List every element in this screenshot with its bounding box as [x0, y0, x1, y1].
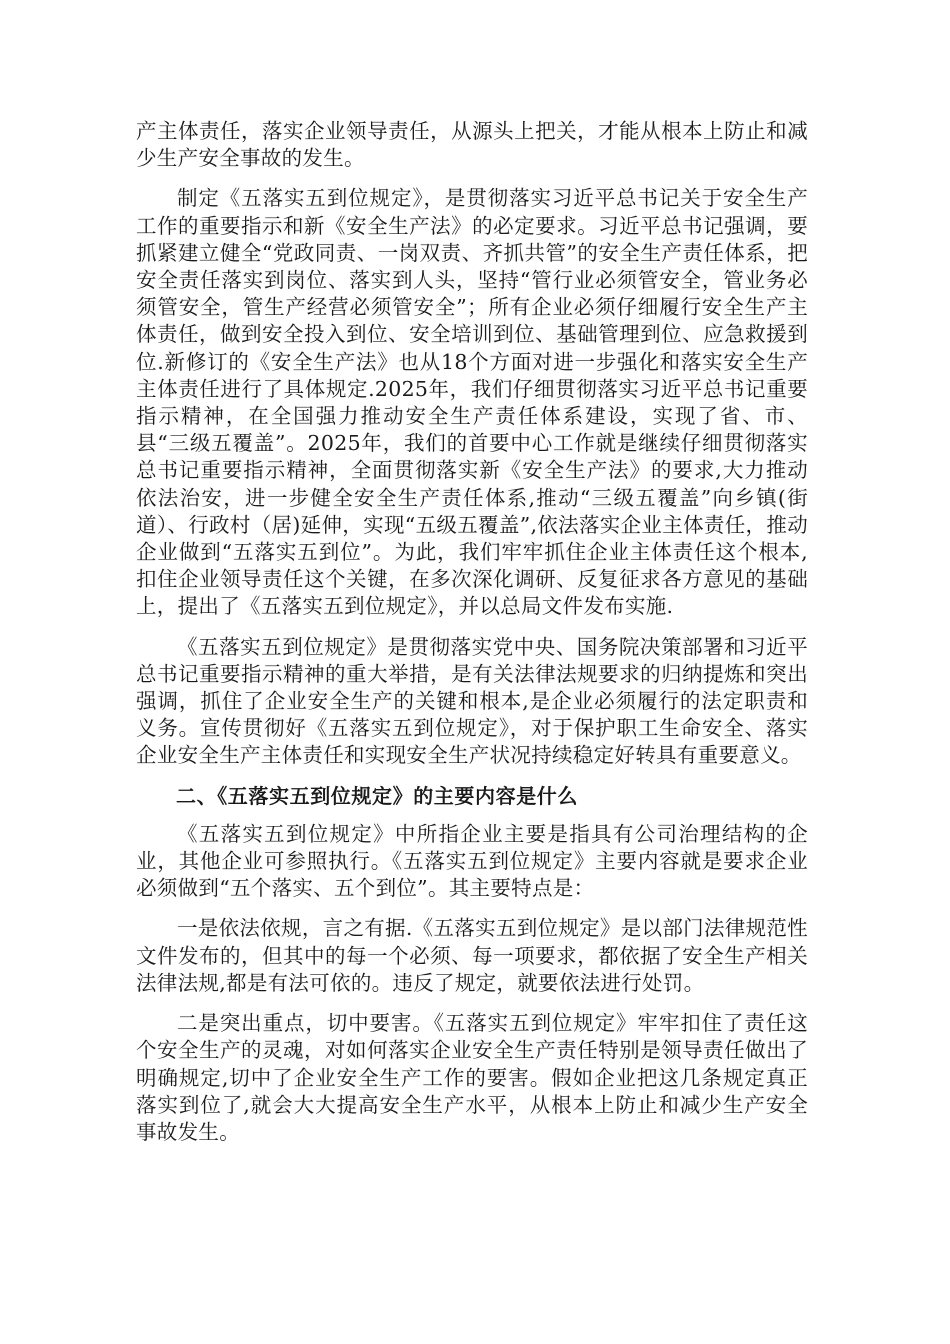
paragraph-feature-two: 二是突出重点，切中要害。《五落实五到位规定》牢牢扣住了责任这个安全生产的灵魂，对如何落实企业安全生产责任特别是领导责任做出了明确规定,切中了企业安全生产工作的要害。假如企业把这几条规定真正落实到位了,就会大大提高安全生产水平，从根本上防止和减少生产安全事故发生。 — [136, 1011, 808, 1144]
paragraph-significance: 《五落实五到位规定》是贯彻落实党中央、国务院决策部署和习近平总书记重要指示精神的重大举措，是有关法律法规要求的归纳提炼和突出强调，抓住了企业安全生产的关键和根本,是企业必须履行的法定职责和义务。宣传贯彻好《五落实五到位规定》，对于保护职工生命安全、落实企业安全生产主体责任和实现安全生产状况持续稳定好转具有重要意义。 — [136, 634, 808, 768]
paragraph-main-content: 《五落实五到位规定》中所指企业主要是指具有公司治理结构的企业，其他企业可参照执行。《五落实五到位规定》主要内容就是要求企业必须做到“五个落实、五个到位”。其主要特点是： — [136, 821, 808, 901]
paragraph-feature-one: 一是依法依规，言之有据.《五落实五到位规定》是以部门法律规范性文件发布的，但其中的每一个必须、每一项要求，都依据了安全生产相关法律法规,都是有法可依的。违反了规定，就要依法进行处罚。 — [136, 916, 808, 995]
document-body — [136, 118, 808, 1159]
section-heading: 二、《五落实五到位规定》的主要内容是什么 — [176, 783, 578, 808]
paragraph-formulation-rationale: 制定《五落实五到位规定》，是贯彻落实习近平总书记关于安全生产工作的重要指示和新《安全生产法》的必定要求。习近平总书记强调，要抓紧建立健全“党政同责、一岗双责、齐抓共管”的安全生产责任体系，把安全责任落实到岗位、落实到人头，坚持“管行业必须管安全，管业务必须管安全，管生产经营必须管安全”；所有企业必须仔细履行安全生产主体责任，做到安全投入到位、安全培训到位、基础管理到位、应急救援到位.新修订的《安全生产法》也从18个方面对进一步强化和落实安全生产主体责任进行了具体规定.2025年，我们仔细贯彻落实习近平总书记重要指示精神，在全国强力推动安全生产责任体系建设，实现了省、市、县“三级五覆盖”。2025年，我们的首要中心工作就是继续仔细贯彻落实总书记重要指示精神，全面贯彻落实新《安全生产法》的要求,大力推动依法治安，进一步健全安全生产责任体系,推动“三级五覆盖”向乡镇(街道）、行政村（居)延伸，实现“五级五覆盖”,依法落实企业主体责任，推动企业做到“五落实五到位”。为此，我们牢牢抓住企业主体责任这个根本,扣住企业领导责任这个关键，在多次深化调研、反复征求各方意见的基础上，提出了《五落实五到位规定》，并以总局文件发布实施. — [136, 186, 808, 619]
paragraph-continuation: 产主体责任，落实企业领导责任，从源头上把关，才能从根本上防止和减少生产安全事故的发生。 — [136, 119, 808, 171]
